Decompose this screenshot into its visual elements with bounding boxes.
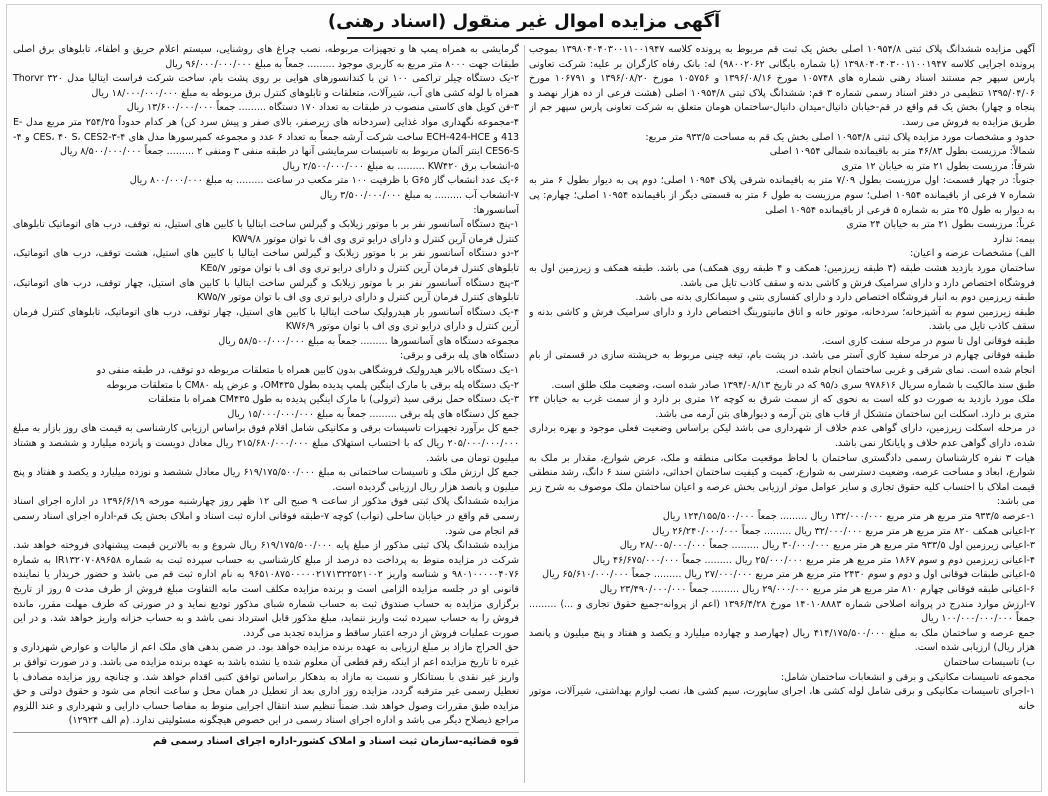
notice-paragraph: شرقاً: مرزیست بطول ۲۱ متر به خیابان ۱۲ متری [841,160,1035,172]
notice-paragraph: ملک مورد بازدید به صورت دو کله است به نحوی که از سمت شرق به کوچه ۱۲ متری بر دارد و از سمت غرب به خیابان ۲۴ متری بر دارد. اسکلت این ساختمان متشکل از قاب های بتن آرمه و دیوارهای بتن آرمه می باشد. [529,394,1035,420]
right-column [529,43,1035,785]
notice-paragraph: ۳-فن کویل های کاستی منصوب در طبقات به تعداد ۱۷۰ دستگاه ......... جمعاً ۱۳/۶۰۰/۰۰۰/۰۰۰ ریال [126,102,519,114]
notice-paragraph: جمع کل دستگاه های پله برقی ......... جمعاً به مبلغ ۱۵/۰۰۰/۰۰۰/۰۰۰ ریال [227,408,519,420]
notice-paragraph: جنوباً: در چهار قسمت: اول مرزیست بطول ۷/۰۹ متر به باقیمانده شرقی پلاک ۱۰۹۵۴ اصلی؛ دوم پی به دیوار بطول ۶ متر به شماره ۷ فرعی از باقیمانده ۱۰۹۵۴ اصلی؛ سوم مرزیست به طول ۶ متر به قسمتی دیگر از باقیمانده ۱۰۹۵۴ اصلی؛ چهارم: پی به دیوار به طول ۲۵ متر به شماره ۵ فرعی از باقیمانده ۱۰۹۵۴ اصلی [529,175,1035,216]
notice-paragraph: ۲-یک دستگاه چیلر تراکمی ۱۰۰ تن با کندانسورهای هوایی بر روی پشت بام، ساخت شرکت فراست ایتالیا مدل Thorvr ۳۲۰ همراه با لوله کشی های آب، شیرآلات، متعلقات و تابلوهای کنترل برق مربوطه به مبلغ ۱۸/۰۰۰/۰۰۰/۰۰۰ ریال [13,73,519,99]
notice-paragraph: غرباً: مرزیست بطول ۲۱ متر به خیابان ۲۴ متری [846,219,1035,231]
notice-paragraph: طبق سند مالکیت با شماره سریال ۹۷۸۶۱۶ سری د/۹۵ که در تاریخ ۱۳۹۴/۰۸/۱۳ صادر شده است، وضعیت ملک طلق است. [551,379,1035,391]
notice-paragraph: ۵-اعیانی طبقات فوقانی اول و دوم و سوم ۲۴۳۰ متر مربع هر متر مربع ۲۷/۰۰۰/۰۰۰ ریال ......... جمعاً ۶۵/۶۱۰/۰۰۰/۰۰۰ ریال [542,569,1035,581]
notice-paragraph: ۱-عرصه ۹۳۳/۵ متر مربع هر متر مربع ۱۳۲/۰۰۰/۰۰۰ ریال ......... جمعاً ۱۲۴/۱۵۵/۵۰۰/۰۰۰ ریال [662,511,1035,522]
notice-paragraph: طبقه فوقانی چهارم در مرحله سفید کاری آستر می باشد. در پشت بام، تیغه چینی مربوط به خرپشته سازی در قسمتی از بام انجام شده است. نمای شرقی و غربی ساختمان انجام شده است. [529,350,1035,377]
notice-paragraph: طبقه زیرزمین دوم به انبار فروشگاه اختصاص دارد و دارای کفسازی بتنی و سیمانکاری بدنه می باشد. [635,292,1035,304]
notice-paragraph: ۴-مجموعه نگهداری مواد غذایی (سردخانه های زیرصفر، بالای صفر و پیش سرد کن) هر کدام حدوداً ۲۵۴/۲۵ متر مربع مدل E-413 و ECH-424-HCE ساخت شرکت آرشه جمعاً به تعداد ۶ عدد و مجموعه کمپرسورها مدل های ۴-CES، ۴۰ S، CES2-۳ و ۴-CES6-S اینتر آلمان مربوط به تاسیسات سرمایشی آنها در طبقه منفی ۳ ومنفی ۲ ......... جمعاً ۸/۵۰۰/۰۰۰/۰۰۰ ریال [13,116,519,158]
notice-paragraph: ۲-دو دستگاه آسانسور نفر بر با موتور زیلابک و گیرلس ساخت ایتالیا با کابین های استیل، هشت توقف، درب های اتوماتیک، تابلوهای کنترل فرمان آرین کنترل و دارای درایو تری وی اف با توان موتور KE۵/۷ [13,248,519,274]
notice-paragraph: ۷-ارزش موارد مندرج در پروانه اصلاحی شماره ۱۴۰۱۰۸۸۸۳ مورخ ۱۳۹۶/۴/۲۸ (اعم از پروانه-جمیع حقوق تجاری و ...) ......... جمعاً ۱۰۰/۰۰۰/۰۰۰/۰۰۰ ریال [529,598,1035,625]
notice-paragraph: حدود و مشخصات مورد مزایده پلاک ثبتی ۱۰۹۵۴/۸ اصلی بخش یک قم به مساحت ۹۳۳/۵ متر مربع: [645,131,1035,143]
notice-paragraph: الف) مشخصات عرصه و اعیان: [909,248,1035,260]
notice-paragraph: ۴-اعیانی زیرزمین دوم و سوم ۱۸۶۷ متر مربع هر متر مربع ۲۵/۰۰۰/۰۰۰ ریال ......... جمعاً ۴۶/۶۷۵/۰۰۰/۰۰۰ ریال [592,554,1035,566]
notice-paragraph: ساختمان مورد بازدید هشت طبقه (۳ طبقه زیرزمین؛ همکف و ۴ طبقه روی همکف) می باشد. طبقه همکف و زیرزمین اول به فروشگاه اختصاص دارد و دارای سرامیک فرش و کاشی بدنه و سقف کاذب تایل می باشد. [529,262,1035,289]
notice-paragraph: دستگاه های پله برقی و برقی: [399,350,519,362]
left-column [13,43,519,785]
notice-paragraph: آگهی مزایده ششدانگ پلاک ثبتی ۱۰۹۵۴/۸ اصلی بخش یک ثبت قم مربوط به پرونده کلاسه ۱۳۹۸۰۴۰۴۰۳۰۰۱۱۰۰۱۹۴۷ بموجب پرونده اجرایی کلاسه ۱۳۹۸۰۴۰۴۰۳۰۰۱۱۰۰۱۹۴۷ (با شماره بایگانی ۹۸۰۰۲۰۶۲) له: بانک رفاه کارگران بر علیه: شرکت تعاونی پارس سپهر جم مستند اسناد رهنی شماره های ۱۰۵۷۴۸ مورخ ۱۳۹۶/۰۸/۱۶ و ۱۰۵۷۵۶ مورخ ۱۳۹۶/۰۸/۲۰ و ۱۰۶۷۹۱ مورخ ۱۳۹۵/۰۴/۰۶ تنظیمی در دفتر اسناد رسمی شماره ۳ قم: ششدانگ پلاک ثبتی ۱۰۹۵۴/۸ اصلی (هشت فرعی از ده هزار نهصد و پنجاه و چهار) بخش یک قم واقع در قم-خیابان دانیال-میدان دانیال-ساختمان هومان متعلق به شرکت تعاونی پارس سپهر جم از طریق مزایده به فروش می رسد. [529,44,1035,128]
notice-paragraph: ۱-اجرای تاسیسات مکانیکی و برقی شامل لوله کشی ها، اجرای ساپورت، سیم کشی ها، نصب لوازم بهداشتی، شیرآلات، موتور خانه [529,686,1035,712]
notice-paragraph: ۷-انشعاب آب ......... به مبلغ ۳/۵۰۰/۰۰۰/۰۰۰ ریال [319,189,519,201]
notice-paragraph: طبقه زیرزمین سوم به آشپزخانه؛ سردخانه، موتور خانه و اتاق مانیتورینگ اختصاص دارد و دارای سرامیک فرش و کاشی بدنه و سقف کاذب تایل می باشد. [529,306,1035,333]
notice-paragraph: ب) تاسیسات ساختمان [943,656,1035,668]
notice-paragraph: بیمه: ندارد [993,233,1035,245]
column-divider [524,45,525,783]
notice-paragraph: در مرحله اسکلت زیرزمین، دارای گواهی عدم خلاف از شهرداری می باشد لیکن براساس وضعیت فعلی موجود و بهره برداری شده، دارای گواهی عدم خلاف و پایانکار نمی باشد. [529,423,1035,450]
title-underline [347,37,701,39]
newspaper-notice [6,4,1042,792]
notice-paragraph: هیات ۳ نفره کارشناسان رسمی دادگستری ساختمان با لحاظ موقعیت مکانی منطقه و ملک، عرض شوارع، مقدار بر ملک به شوارع، ابعاد و مساحت عرصه، وضعیت دسترسی به شوارع، کمیت و کیفیت ساختمان احداثی، داشتن سند ۶ دانگ، رشد منطقی قیمت املاک با احتساب کلیه حقوق تجاری و سایر عوامل موثر ارزیابی بخش عرصه و اعیان ساختمان ملک موصوف به شرح زیر می باشد: [529,452,1035,508]
issuer-signature: قوه قضائیه-سازمان ثبت اسناد و املاک کشور-اداره اجرای اسناد رسمی قم [13,732,519,750]
notice-paragraph: ۲-اعیانی همکف ۸۲۰ متر مربع هر متر مربع ۳۲/۰۰۰/۰۰۰ ریال ......... جمعاً ۲۶/۲۴۰/۰۰۰/۰۰۰ ریال [652,525,1035,537]
left-column-body [13,43,519,729]
notice-paragraph: ۳-اعیانی زیرزمین اول ۹۳۳/۵ متر مربع هر متر مربع ۳۰/۰۰۰/۰۰۰ ریال ......... جمعاً ۲۸/۰۰۵/۰۰۰/۰۰۰ ریال [619,540,1035,552]
notice-paragraph: ۳-پنج دستگاه آسانسور نفر بر با موتور زیلابک و گیرلس ساخت ایتالیا با کابین های استیل، چهار توقف، درب های اتوماتیک، تابلوهای کنترل فرمان آرین کنترل و دارای درایو تری وی اف با توان موتور KW۵/۷ [13,277,519,304]
notice-paragraph: ۶-اعیانی طبقه فوقانی چهارم ۸۱۰ متر مربع هر متر مربع ۲۹/۰۰۰/۰۰۰ ریال ......... جمعاً ۲۳/۴۹۰/۰۰۰/۰۰۰ ریال [599,583,1035,595]
notice-paragraph: ۵-انشعاب برق KW۴۲۰ ......... به مبلغ ۲/۵۰۰/۰۰۰/۰۰۰ ریال [282,160,519,172]
notice-paragraph: مجموعه دستگاه های آسانسورها ......... جمعاً به مبلغ ۵۸/۵۰۰/۰۰۰/۰۰۰ ریال [218,335,519,347]
notice-paragraph: جمع عرصه و ساختمان ملک به مبلغ ۴۱۴/۱۷۵/۵۰۰/۰۰۰ ریال (چهارصد و چهارده میلیارد و یکصد و هفتاد و پنج میلیون و پانصد هزار ریال) ارزیابی شده است. [529,627,1035,654]
notice-paragraph: ۲-یک دستگاه پله برقی با مارک اینگین پلمپ پدیده بطول OM۴۳۵، و عرض پله CM۸۰ با متعلقات مربوطه [106,379,519,391]
notice-title: آگهی مزایده اموال غیر منقول (اسناد رهنی) [327,11,721,32]
notice-paragraph: طبقه فوقانی اول تا سوم در مرحله سفت کاری است. [821,335,1035,347]
notice-paragraph: جمع کل ارزش ملک و تاسیسات ساختمانی به مبلغ ۶۱۹/۱۷۵/۵۰۰/۰۰۰ ریال معادل ششصد و نوزده میلیارد و یکصد و هفتاد و پنج میلیون و پانصد هزار ریال ارزیابی گردیده است. [13,467,519,493]
notice-paragraph: جمع کل برآورد تجهیزات تاسیسات برقی و مکانیکی شامل اقلام فوق براساس ارزیابی کارشناسی به قیمت های روز بازار به مبلغ ۲۰۵/۰۰۰/۰۰۰/۰۰۰ ریال که با احتساب استهلاک مبلغ ۲۱۵/۶۸۰/۰۰۰/۰۰۰ ریال معادل دویست و پانزده میلیارد و ششصد و هشتاد میلیون تومان می باشد. [13,423,519,464]
notice-paragraph: مزایده ششدانگ پلاک ثبتی فوق مذکور از ساعت ۹ صبح الی ۱۲ ظهر روز چهارشنبه مورخه ۱۳۹۶/۶/۱۹ در اداره اجرای اسناد رسمی قم واقع در خیابان ساحلی (نواب) کوچه ۷-طبقه فوقانی اداره ثبت اسناد و املاک بخش یک قم-اداره اجرای اسناد رسمی قم انجام می شود. [13,496,519,537]
notice-paragraph: مزایده ششدانگ پلاک ثبتی مذکور از مبلغ پایه ۶۱۹/۱۷۵/۵۰۰/۰۰۰ ریال شروع و به بالاترین قیمت پیشنهادی فروخته خواهد شد. شرکت در مزایده منوط به پرداخت ده درصد از مبلغ کارشناسی به حساب سپرده ثبت به شماره IR۱۳۲۰۷۰۸۹۶۵۸ به شماره ۹۸۰۱۰۰۰۰۰۴۰۷۶ و شناسه واریز ۹۶۵۱۰۸۷۵۰۰۰۰۰۲۱۷۱۳۲۲۵۲۱۰۰۲ به نام اداره ثبت قم می باشد و حضور خریدار یا نماینده قانونی او در جلسه مزایده الزامی است و برنده مزایده مکلف است مابه التفاوت مبلغ فروش از طرف مدت ۵ روز از تاریخ برگزاری مزایده به حساب صندوق ثبت به حساب شماره شبای مذکور تودیع نماید و در صورتی که طرف مهلت مقرر، مانده فروش را به حساب سپرده ثبت واریز ننماید، مبلغ مذکور قابل استرداد نمی باشد و به حساب خزانه واریز خواهد شد. و در این صورت عملیات فروش از درجه اعتبار ساقط و مزایده تجدید می گردد. [13,540,519,639]
notice-paragraph: ۶-یک عدد انشعاب گاز G۶۵ با ظرفیت ۱۰۰ متر مکعب در ساعت ......... به مبلغ ۸۰۰/۰۰۰/۰۰۰ ریال [129,175,519,187]
notice-paragraph: آسانسورها: [473,204,519,216]
notice-paragraph: ۱-پنج دستگاه آسانسور نفر بر با موتور زیلابک و گیرلس ساخت ایتالیا با کابین های استیل، نه توقف، درب های اتوماتیک تابلوهای کنترل فرمان آرین کنترل و دارای درایو تری وی اف با توان موتور KW۹/۸ [13,219,519,245]
notice-paragraph: ۴-یک دستگاه آسانسور بار هیدرولیک ساخت ایتالیا با کابین های استیل، چهار توقف، درب های اتوماتیک، تابلوهای کنترل فرمان آرین کنترل و دارای درایو تری وی اف با توان موتور KW۶/۹ [13,306,519,333]
notice-paragraph: گرمایشی به همراه پمپ ها و تجهیزات مربوطه، نصب چراغ های روشنایی، سیستم اعلام حریق و اطفاء، تابلوهای برق اصلی طبقات جهت ۸۰۰۰ متر مربع به کاربری موجود ......... جمعاً به مبلغ ۹۶/۰۰۰/۰۰۰/۰۰۰ ریال [13,44,519,70]
notice-paragraph: ۱-یک دستگاه بالابر هیدرولیک فروشگاهی بدون کابین همراه با متعلقات مربوطه دو توقف، در طبقه منفی دو [96,365,519,377]
notice-paragraph: ۳-یک دستگاه حمل برقی سبد (ترولی) با مارک اینگین پدیده به طول CM۴۳۵ همراه با متعلقات [148,394,519,406]
notice-paragraph: حق الحراج مازاد بر مبلغ ارزیابی به عهده برنده مزایده خواهد بود. در ضمن بدهی های ملک اعم از مالیات و عوارض شهرداری و غیره تا تاریخ مزایده اعم از اینکه رقم قطعی آن معلوم شده یا نشده باشد به عهده برنده مزایده می باشد. و در صورت توافق بر واریز غیر نقدی با بستانکار و نسبت به مازاد به بدهکار براساس توافق کتبی اقدام خواهد شد. و چنانچه روز مزایده مصادف با تعطیل رسمی غیر مترقبه گردد، مزایده روز اداری بعد از تعطیل در همان محل و ساعت انجام می شود و حقوق دولتی و حق مزایده طبق مقررات وصول خواهد شد. ضمناً تنظیم سند انتقال اجرایی منوط به مفاصا حساب دارایی و شهرداری و عند اللزوم مراجع ذیصلاح دیگر می باشد و اداره اجرای اسناد رسمی در این خصوص هیچگونه مسئولیتی ندارد. (م الف ۱۲۹۲۴) [13,642,519,727]
notice-paragraph: مجموعه تاسیسات مکانیکی و برقی و انشعابات ساختمان شامل: [780,671,1035,683]
notice-paragraph: شمالاً: مرزیست بطول ۴۶/۸۳ متر به باقیمانده شمالی ۱۰۹۵۴ اصلی [769,146,1035,158]
